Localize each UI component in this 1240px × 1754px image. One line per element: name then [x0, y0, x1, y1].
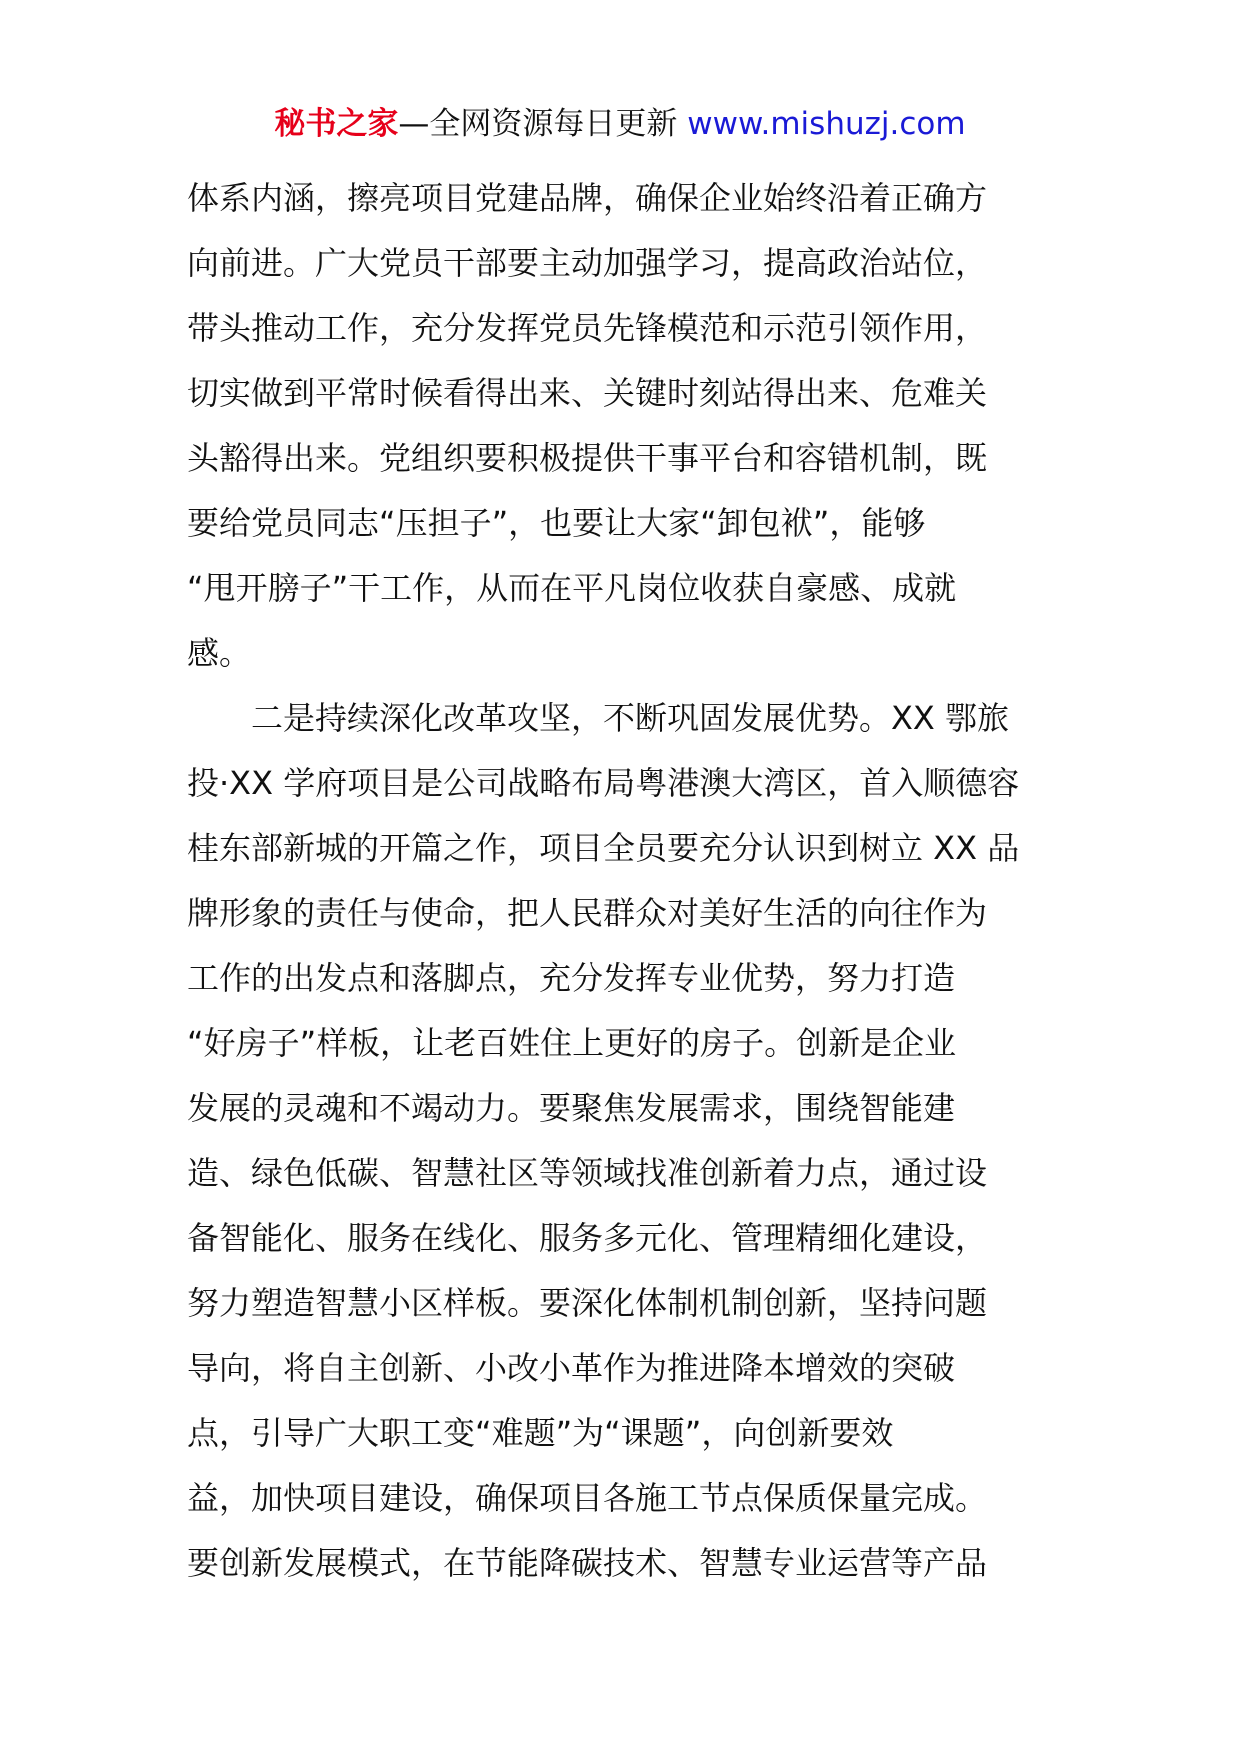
text-line: 点，引导广大职工变“难题”为“课题”，向创新要效 [187, 1414, 894, 1452]
text-line: 益，加快项目建设，确保项目各施工节点保质保量完成。 [187, 1479, 988, 1517]
text-line: 牌形象的责任与使命，把人民群众对美好生活的向往作为 [187, 894, 988, 932]
text-line: “好房子”样板，让老百姓住上更好的房子。创新是企业 [187, 1024, 957, 1062]
text-line: “甩开膀子”干工作，从而在平凡岗位收获自豪感、成就 [187, 569, 957, 607]
text-line: 努力塑造智慧小区样板。要深化体制机制创新，坚持问题 [187, 1284, 988, 1322]
header-slogan: 全网资源每日更新 [429, 106, 678, 142]
text-line: 向前进。广大党员干部要主动加强学习，提高政治站位， [187, 244, 988, 282]
text-line: 造、绿色低碳、智慧社区等领域找准创新着力点，通过设 [187, 1154, 988, 1192]
text-line: 发展的灵魂和不竭动力。要聚焦发展需求，围绕智能建 [187, 1089, 956, 1127]
website-link[interactable]: www.mishuzj.com [687, 106, 966, 142]
watermark-header [0, 100, 1240, 148]
text-line: 带头推动工作，充分发挥党员先锋模范和示范引领作用， [187, 309, 988, 347]
text-line: 备智能化、服务在线化、服务多元化、管理精细化建设， [187, 1219, 988, 1257]
document-body [187, 166, 1067, 1596]
text-line: 工作的出发点和落脚点，充分发挥专业优势，努力打造 [187, 959, 956, 997]
text-line: 头豁得出来。党组织要积极提供干事平台和容错机制，既 [187, 439, 988, 477]
text-line: 导向，将自主创新、小改小革作为推进降本增效的突破 [187, 1349, 956, 1387]
brand-name: 秘书之家 [274, 106, 399, 142]
text-line: 桂东部新城的开篇之作，项目全员要充分认识到树立 XX 品 [187, 829, 1020, 867]
text-line: 要创新发展模式，在节能降碳技术、智慧专业运营等产品 [187, 1544, 988, 1582]
text-line: 体系内涵，擦亮项目党建品牌，确保企业始终沿着正确方 [187, 179, 988, 217]
text-line: 切实做到平常时候看得出来、关键时刻站得出来、危难关 [187, 374, 988, 412]
text-line: 感。 [187, 634, 252, 672]
text-line: 投·XX 学府项目是公司战略布局粤港澳大湾区，首入顺德容 [187, 764, 1020, 802]
paragraph-start-line: 二是持续深化改革攻坚，不断巩固发展优势。XX 鄂旅 [251, 699, 1010, 737]
header-dash: — [398, 106, 430, 142]
text-line: 要给党员同志“压担子”，也要让大家“卸包袱”，能够 [187, 504, 926, 542]
